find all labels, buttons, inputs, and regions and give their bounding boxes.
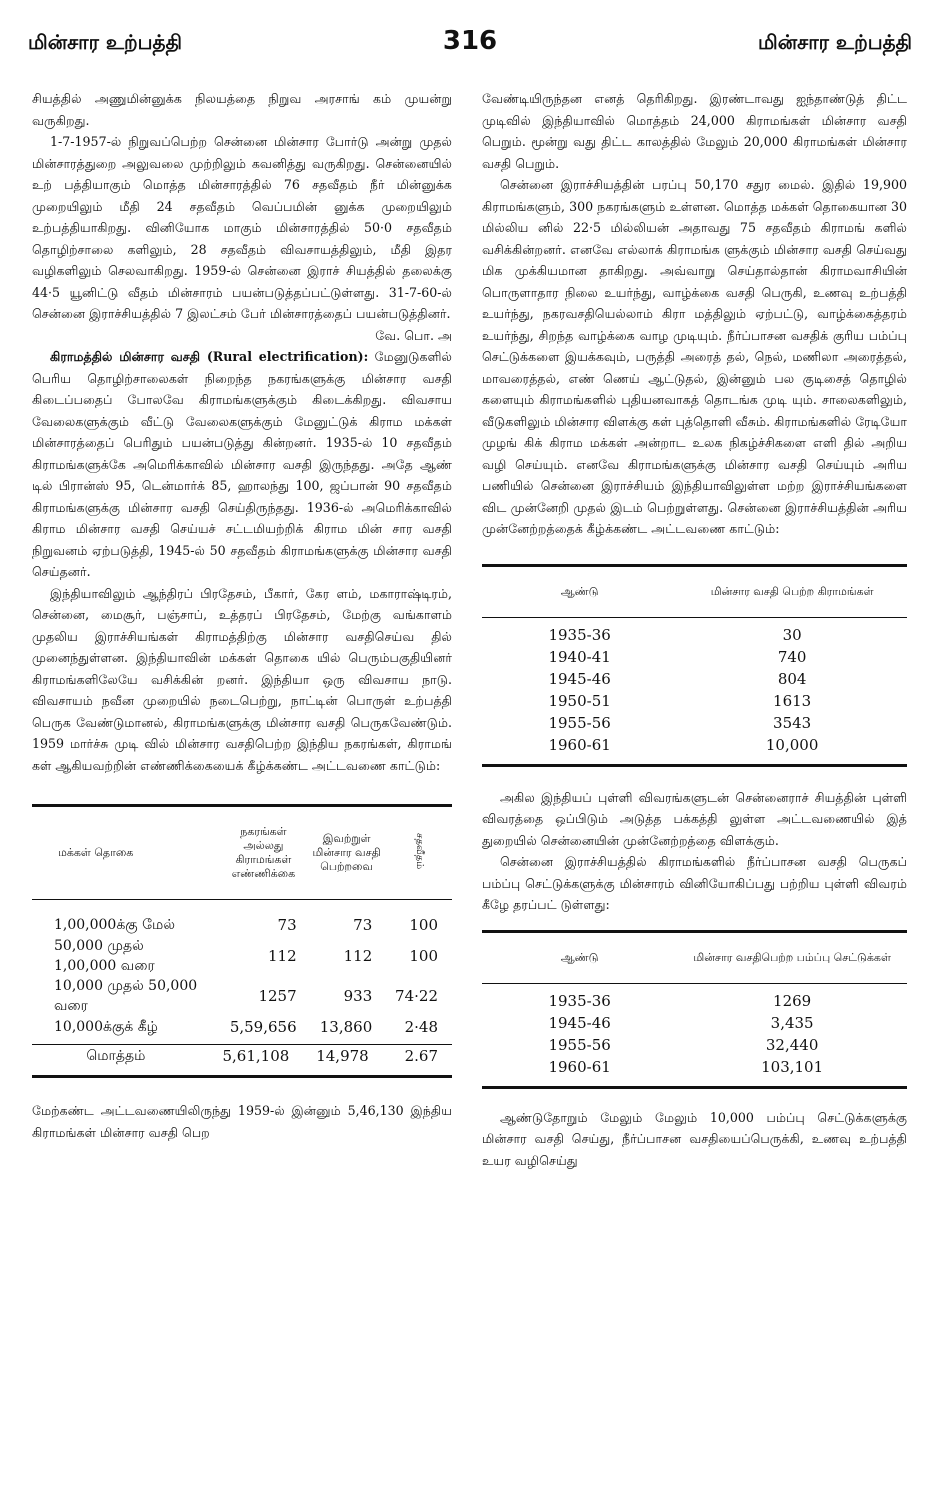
table-row: 1955-56 32,440 [548, 1035, 819, 1054]
paragraph: இந்தியாவிலும் ஆந்திரப் பிரதேசம், பீகார், கேர ளம், மகாராஷ்டிரம், சென்னை, மைசூர், பஞ்சாப், உத்தரப் பிரதேசம், மேற்கு வங்காளம் முதலிய இராச்சியங்கள் கிராமத்திற்கு மின்சார வசதிசெய்வ தில் முனைந்துள்ளன. இந்தியாவின் மக்கள் தொகை யில் பெரும்பகுதியினர் கிராமங்களிலேயே வசிக்கின் றனர். இந்தியா ஒரு விவசாய நாடு. விவசாயம் நவீன முறையில் நடைபெற்று, நாட்டின் பொருள் உற்பத்தி பெருக வேண்டுமானல், கிராமங்களுக்கு மின்சார வசதி பெருகவேண்டும். 1959 மார்ச்சு முடி வில் மின்சார வசதிபெற்ற இந்திய நகரங்கள், கிராமங் கள் ஆகியவற்றின் எண்ணிக்கையைக் கீழ்க்கண்ட அட்டவணை காட்டும்: [32, 585, 452, 773]
paragraph: மேனுடுகளில் பெரிய தொழிற்சாலைகள் நிறைந்த நகரங்களுக்கு மின்சார வசதி கிடைப்பதைப் போலவே கிராமங்களுக்கும் கிடைக்கிறது. விவசாய வேலைகளுக்கும் வீட்டு வேலைகளுக்கும் மேனுட்டுக் கிராம மக்கள் மின்சாரத்தைப் பெரிதும் பயன்படுத்து கின்றனர். 1935-ல் 10 சதவீதம் கிராமங்களுக்கே அமெரிக்காவில் மின்சார வசதி இருந்தது. அதே ஆண் டில் பிரான்ஸ் 95, டென்மார்க் 85, ஹாலந்து 100, ஜப்பான் 90 சதவீதம் கிராமங்களுக்கு மின்சார வசதி செய்திருந்தது. 1936-ல் அமெரிக்காவில் கிராம மின்சார வசதி செய்யச் சட்டமியற்றிக் கிராம மின் சார வசதி நிறுவனம் ஏற்படுத்தி, 1945-ல் 50 சதவீதம் கிராமங்களுக்கு மின்சார வசதி செய்தனர். [32, 349, 452, 579]
running-head-left: மின்சார உற்பத்தி [28, 30, 182, 54]
table-header: மின்சார வசதிபெற்ற பம்ப்பு செட்டுக்கள் [693, 950, 891, 964]
table-row: 1950-51 1613 [548, 691, 812, 710]
paragraph: ஆண்டுதோறும் மேலும் மேலும் 10,000 பம்ப்பு செட்டுக்களுக்கு மின்சார வசதி செய்து, நீர்ப்பாசன வசதியைப்பெருக்கி, உணவு உற்பத்தி உயர வழிசெய்து [482, 1109, 907, 1168]
author-initials: வே. பொ. அ [375, 327, 452, 343]
paragraph: வேண்டியிருந்தன எனத் தெரிகிறது. இரண்டாவது ஐந்தாண்டுத் திட்ட முடிவில் இந்தியாவில் மொத்தம் 24,000 கிராமங்கள் மின்சார வசதி பெறும். மூன்று வது திட்ட காலத்தில் மேலும் 20,000 கிராமங்கள் மின்சார வசதி பெறும். [482, 91, 907, 171]
table-row: 1935-36 1269 [548, 991, 812, 1010]
table-total-row: மொத்தம் 5,61,108 14,978 2.67 [86, 1047, 438, 1065]
paragraph: சென்னை இராச்சியத்தின் பரப்பு 50,170 சதுர மைல். இதில் 19,900 கிராமங்களும், 300 நகரங்களும் உள்ளன. மொத்த மக்கள் தொகையான 30 மில்லிய னில் 22·5 மில்லியன் அதாவது 75 சதவீதம் கிராமங் களில் வசிக்கின்றனர். எனவே எல்லாக் கிராமங்க ளுக்கும் மின்சார வசதி செய்வது மிக முக்கியமான தாகிறது. அவ்வாறு செய்தால்தான் கிராமவாசியின் பொருளாதார நிலை உயர்ந்து, வாழ்க்கை வசதி பெருகி, உணவு உற்பத்தி உயர்ந்து, நகரவசதியெல்லாம் கிரா மத்திலும் ஏற்பட்டு, வாழ்க்கைத்தரம் உயர்ந்து, சிறந்த வாழ்க்கை வாழ முடியும். நீர்ப்பாசன வசதிக் குரிய பம்ப்பு செட்டுக்களை இயக்கவும், பருத்தி அரைத் தல், நெல், மணிலா அரைத்தல், மாவரைத்தல், எண் ணெய் ஆட்டுதல், இன்னும் பல குடிசைத் தொழில் களையும் கிராமங்களில் புதியனவாகத் தொடங்க முடி யும். சாலைகளிலும், வீடுகளிலும் மின்சார விளக்கு கள் புத்தொளி வீசும். கிராமங்களில் ரேடியோ முழங் கிக் கிராம மக்கள் அன்றாட உலக நிகழ்ச்சிகளை எளி தில் அறிய வழி செய்யும். எனவே கிராமங்களுக்கு மின்சார வசதி செய்யும் அரிய பணியில் சென்னை இராச்சியம் இந்தியாவிலுள்ள மற்ற இராச்சியங்களை விட முன்னேறி முதல் இடம் பெற்றுள்ளது. சென்னை இராச்சியத்தின் அரிய முன்னேற்றத்தைக் கீழ்க்கண்ட அட்டவணை காட்டும்: [482, 177, 907, 536]
running-head-right: மின்சார உற்பத்தி [758, 30, 912, 54]
table-row: 10,000 முதல் 50,000 வரை 1257 933 74·22 [54, 978, 438, 1014]
table-row: 10,000க்குக் கீழ் 5,59,656 13,860 2·48 [54, 1018, 438, 1036]
table-row: 1955-56 3543 [548, 713, 812, 732]
table-header: சதவீதம் [413, 832, 425, 870]
left-column [32, 88, 452, 1143]
table-header: நகரங்கள் அல்லது கிராமங்கள் எண்ணிக்கை [231, 825, 296, 880]
table-row: 1945-46 3,435 [548, 1013, 814, 1032]
table-row: 1935-36 30 [548, 625, 802, 644]
page-number: 316 [442, 26, 498, 56]
paragraph: மேற்கண்ட அட்டவணையிலிருந்து 1959-ல் இன்னும் 5,46,130 இந்திய கிராமங்கள் மின்சார வசதி பெற [32, 1103, 452, 1140]
table-header: ஆண்டு [560, 950, 599, 964]
table-header: மக்கள் தொகை [58, 846, 134, 859]
section-heading: கிராமத்தில் மின்சார வசதி (Rural electrification): [50, 349, 369, 364]
table-header: மின்சார வசதி பெற்ற கிராமங்கள் [710, 584, 874, 598]
table-row: 50,000 முதல் 1,00,000 வரை 112 112 100 [54, 938, 438, 974]
table-row: 1,00,000க்கு மேல் 73 73 100 [54, 916, 438, 934]
table-row: 1960-61 10,000 [548, 735, 819, 754]
table-row: 1945-46 804 [548, 669, 807, 688]
paragraph: அகில இந்தியப் புள்ளி விவரங்களுடன் சென்னைராச் சியத்தின் புள்ளி விவரத்தை ஒப்பிடும் அடுத்த பக்கத்தி லுள்ள அட்டவணையில் இத் துறையில் சென்னையின் முன்னேற்றத்தை விளக்கும். [482, 789, 907, 848]
paragraph: சியத்தில் அணுமின்னுக்க நிலயத்தை நிறுவ அரசாங் கம் முயன்று வருகிறது. [32, 91, 452, 128]
table-row: 1940-41 740 [548, 647, 807, 666]
table-villages-by-population [32, 804, 452, 1078]
table-electrified-villages [482, 564, 907, 767]
right-column [482, 88, 907, 1171]
table-header: ஆண்டு [560, 584, 599, 598]
table-row: 1960-61 103,101 [548, 1057, 824, 1076]
page-header [28, 26, 912, 66]
table-header: இவற்றுள் மின்சார வசதி பெற்றவை [312, 832, 381, 873]
table-pump-sets [482, 930, 907, 1089]
paragraph: சென்னை இராச்சியத்தில் கிராமங்களில் நீர்ப்பாசன வசதி பெருகப் பம்ப்பு செட்டுக்களுக்கு மின்சாரம் வினியோகிப்பது பற்றிய புள்ளி விவரம் கீழே தரப்பட் டுள்ளது: [482, 854, 907, 912]
paragraph: 1-7-1957-ல் நிறுவப்பெற்ற சென்னை மின்சார போர்டு அன்று முதல் மின்சாரத்துறை அலுவலை முற்றிலும் கவனித்து வருகிறது. சென்னையில் உற் பத்தியாகும் மொத்த மின்சாரத்தில் 76 சதவீதம் நீர் மின்னுக்க முறையிலும் மீதி 24 சதவீதம் வெப்பமின் னுக்க முறையிலும் உற்பத்தியாகிறது. வினியோக மாகும் மின்சாரத்தில் 50·0 சதவீதம் தொழிற்சாலை களிலும், 28 சதவீதம் விவசாயத்திலும், மீதி இதர வழிகளிலும் செலவாகிறது. 1959-ல் சென்னை இராச் சியத்தில் தலைக்கு 44·5 யூனிட்டு வீதம் மின்சாரம் பயன்படுத்தப்பட்டுள்ளது. 31-7-60-ல் சென்னை இராச்சியத்தில் 7 இலட்சம் பேர் மின்சாரத்தைப் பயன்படுத்தினர். [32, 134, 452, 321]
